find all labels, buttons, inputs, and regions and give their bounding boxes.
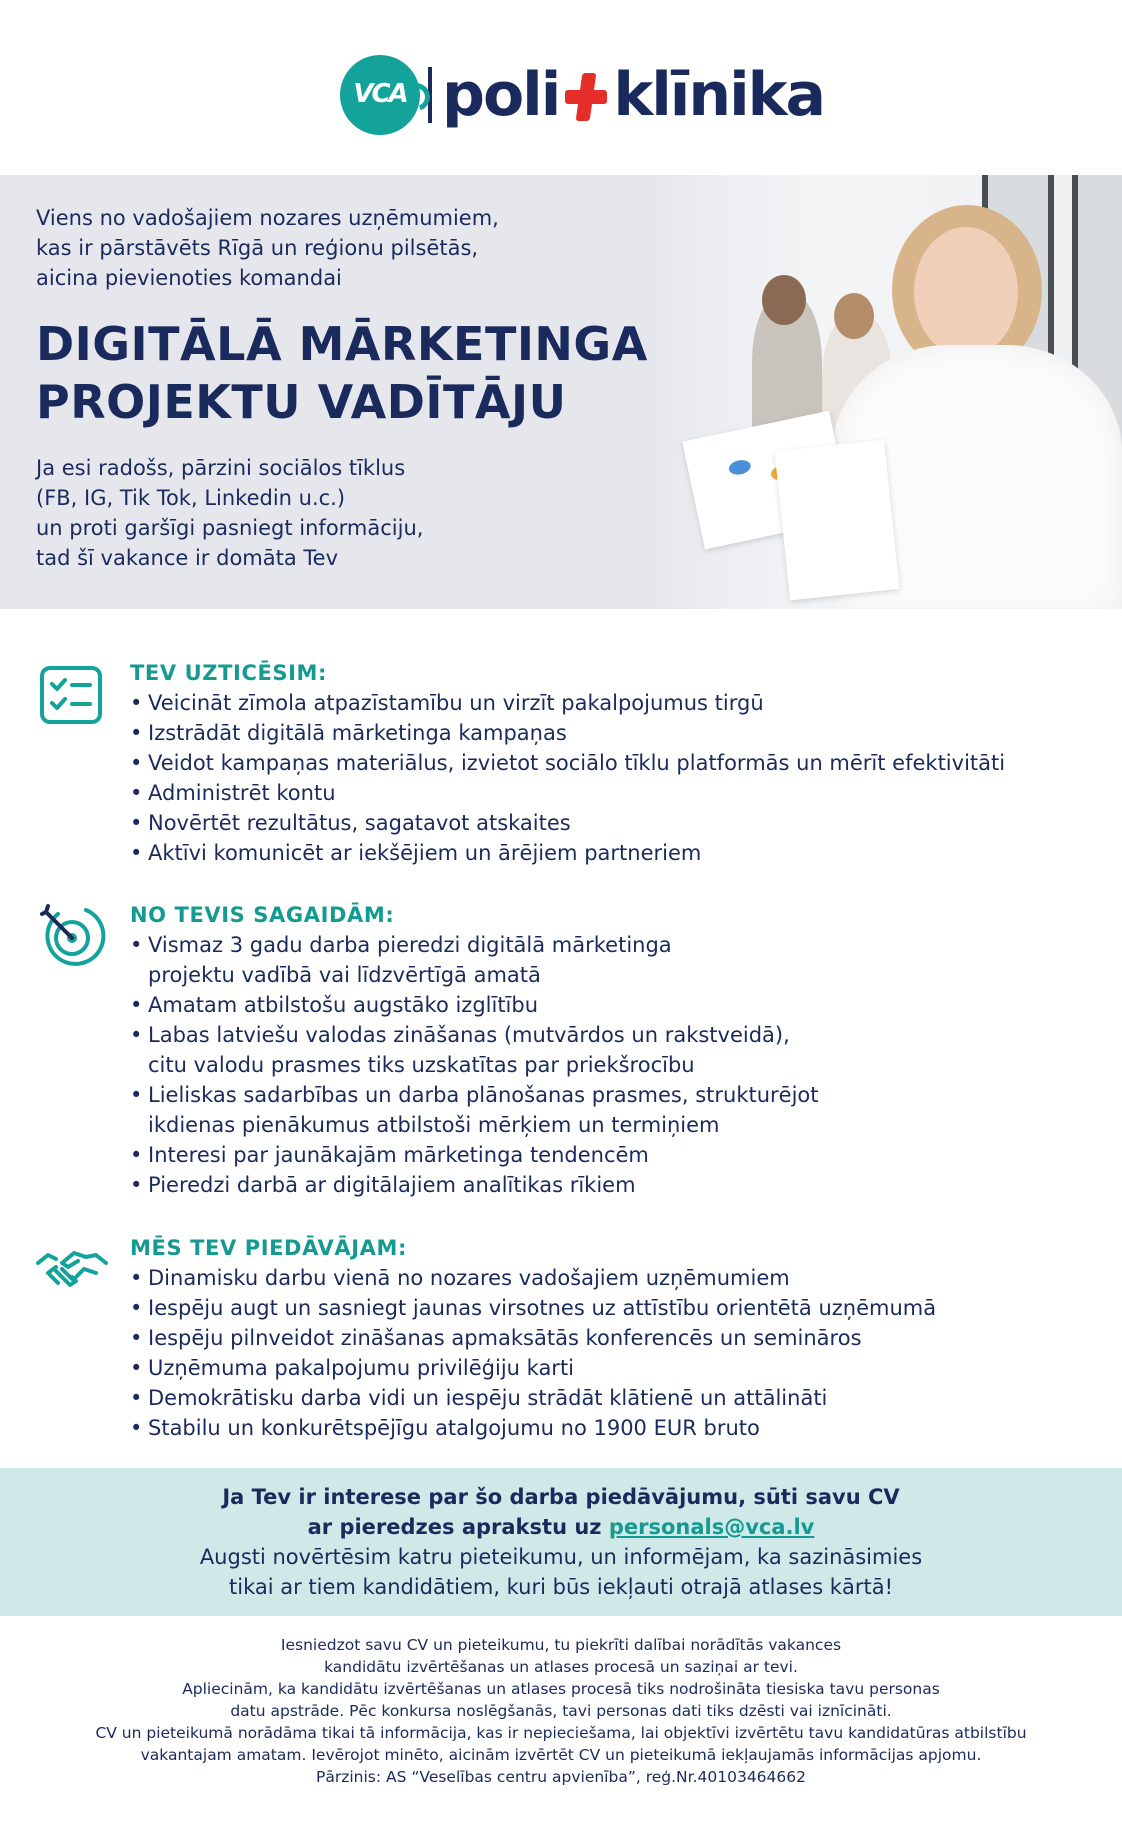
list-item: • Veicināt zīmola atpazīstamību un virzīt pakalpojumus tirgū: [130, 688, 1120, 718]
list-item: • Dinamisku darbu vienā no nozares vadošajiem uzņēmumiem: [130, 1263, 1120, 1293]
cta-line: tikai ar tiem kandidātiem, kuri būs iekļauti otrajā atlases kārtā!: [229, 1575, 893, 1599]
footer-line: Iesniedzot savu CV un pieteikumu, tu piekrīti dalībai norādītās vakances: [280, 1636, 842, 1654]
intro-line: kas ir pārstāvēts Rīgā un reģionu pilsētās,: [36, 236, 479, 260]
list-item: [130, 1140, 1120, 1170]
intro-line: Viens no vadošajiem nozares uzņēmumiem,: [36, 206, 499, 230]
list-item: • Aktīvi komunicēt ar iekšējiem un ārējiem partneriem: [130, 838, 1120, 868]
list-item-line: projektu vadībā vai līdzvērtīgā amatā: [148, 963, 541, 987]
hero-banner: [0, 175, 1122, 609]
footer-line: Apliecinām, ka kandidātu izvērtēšanas un atlases procesā tiks nodrošināta tiesiska tavu personas: [182, 1680, 940, 1698]
logo-word-right: klīnika: [613, 60, 825, 130]
tasks-list: [130, 688, 1120, 868]
subtitle-line: (FB, IG, Tik Tok, Linkedin u.c.): [36, 486, 346, 510]
requirements-list: [130, 930, 1120, 1200]
handshake-icon: [36, 1233, 108, 1305]
list-item: • Stabilu un konkurētspējīgu atalgojumu no 1900 EUR bruto: [130, 1413, 1120, 1443]
list-item: [130, 930, 1120, 990]
medical-cross-icon: [563, 67, 609, 123]
subtitle-line: un proti garšīgi pasniegt informāciju,: [36, 516, 424, 540]
vca-badge-text: VCA: [353, 79, 407, 109]
footer-line: CV un pieteikumā norādāma tikai tā informācija, kas ir nepieciešama, lai objektīvi izvērtētu tavu kandidatūras atbilstību: [95, 1724, 1027, 1742]
footer-line: datu apstrāde. Pēc konkursa noslēgšanās, tavi personas dati tiks dzēsti vai iznīcināti.: [230, 1702, 892, 1720]
list-item: • Iespēju pilnveidot zināšanas apmaksātās konferencēs un semināros: [130, 1323, 1120, 1353]
list-item: [130, 1080, 1120, 1140]
legal-footer: [0, 1634, 1122, 1788]
hero-text: [36, 203, 676, 573]
tasks-section: [36, 658, 1096, 868]
vca-badge-icon: [340, 55, 420, 135]
subtitle-line: tad šī vakance ir domāta Tev: [36, 546, 338, 570]
list-item: [130, 1020, 1120, 1080]
list-item: • Demokrātisku darba vidi un iespēju strādāt klātienē un attālināti: [130, 1383, 1120, 1413]
target-icon: [36, 900, 108, 972]
list-item-line: Lieliskas sadarbības un darba plānošanas prasmes, strukturējot: [148, 1083, 819, 1107]
list-item: • Izstrādāt digitālā mārketinga kampaņas: [130, 718, 1120, 748]
footer-line: vakantajam amatam. Ievērojot minēto, aicinām izvērtēt CV un pieteikumā iekļaujamās informācijas apjomu.: [140, 1746, 982, 1764]
list-item: • Veidot kampaņas materiālus, izvietot sociālo tīklu platformās un mērīt efektivitāti: [130, 748, 1120, 778]
list-item-line: Interesi par jaunākajām mārketinga tendencēm: [148, 1143, 649, 1167]
list-item: • Novērtēt rezultātus, sagatavot atskaites: [130, 808, 1120, 838]
cta-line: Augsti novērtēsim katru pieteikumu, un informējam, ka sazināsimies: [199, 1545, 923, 1569]
intro-line: aicina pievienoties komandai: [36, 266, 342, 290]
list-item-line: Amatam atbilstošu augstāko izglītību: [148, 993, 539, 1017]
job-title-line: PROJEKTU VADĪTĀJU: [36, 375, 567, 429]
cta-line-prefix: ar pieredzes aprakstu uz: [307, 1515, 609, 1539]
job-title: [36, 315, 676, 431]
list-item-line: citu valodu prasmes tiks uzskatītas par priekšrocību: [148, 1053, 695, 1077]
tasks-heading: TEV UZTICĒSIM:: [130, 661, 328, 685]
hero-photo: [652, 175, 1122, 609]
chart-graphic: [728, 458, 752, 476]
job-title-line: DIGITĀLĀ MĀRKETINGA: [36, 317, 648, 371]
list-item-line: Vismaz 3 gadu darba pieredzi digitālā mārketinga: [148, 933, 672, 957]
list-item: [130, 990, 1120, 1020]
list-item: • Uzņēmuma pakalpojumu privilēģiju karti: [130, 1353, 1120, 1383]
requirements-section: [36, 900, 1096, 1210]
subtitle-line: Ja esi radošs, pārzini sociālos tīklus: [36, 456, 406, 480]
footer-line: Pārzinis: AS “Veselības centru apvienība”, reģ.Nr.40103464662: [316, 1768, 806, 1786]
footer-line: kandidātu izvērtēšanas un atlases procesā un saziņai ar tevi.: [324, 1658, 798, 1676]
list-item-line: Pieredzi darbā ar digitālajiem analītikas rīkiem: [148, 1173, 636, 1197]
requirements-heading: NO TEVIS SAGAIDĀM:: [130, 903, 395, 927]
offer-heading: MĒS TEV PIEDĀVĀJAM:: [130, 1236, 407, 1260]
cta-line: [0, 1512, 1122, 1542]
list-item: [130, 1170, 1120, 1200]
intro-text: [36, 203, 676, 293]
cta-line: Ja Tev ir interese par šo darba piedāvājumu, sūti savu CV: [222, 1485, 900, 1509]
hero-subtitle: [36, 453, 676, 573]
logo-word-left: poli: [442, 60, 560, 130]
email-link[interactable]: personals@vca.lv: [608, 1515, 815, 1539]
background-person-head: [834, 293, 874, 339]
background-person-head: [762, 275, 806, 325]
checklist-icon: [36, 658, 108, 730]
list-item: • Iespēju augt un sasniegt jaunas virsotnes uz attīstību orientētā uzņēmumā: [130, 1293, 1120, 1323]
list-item-line: Labas latviešu valodas zināšanas (mutvārdos un rakstveidā),: [148, 1023, 790, 1047]
brand-logo: [0, 55, 1122, 135]
offer-section: [36, 1233, 1096, 1443]
call-to-action-banner: [0, 1468, 1122, 1616]
list-item-line: ikdienas pienākumus atbilstoši mērķiem un termiņiem: [148, 1113, 720, 1137]
offer-list: [130, 1263, 1120, 1443]
document-paper: [774, 440, 899, 601]
woman-face: [914, 227, 1018, 357]
list-item: • Administrēt kontu: [130, 778, 1120, 808]
